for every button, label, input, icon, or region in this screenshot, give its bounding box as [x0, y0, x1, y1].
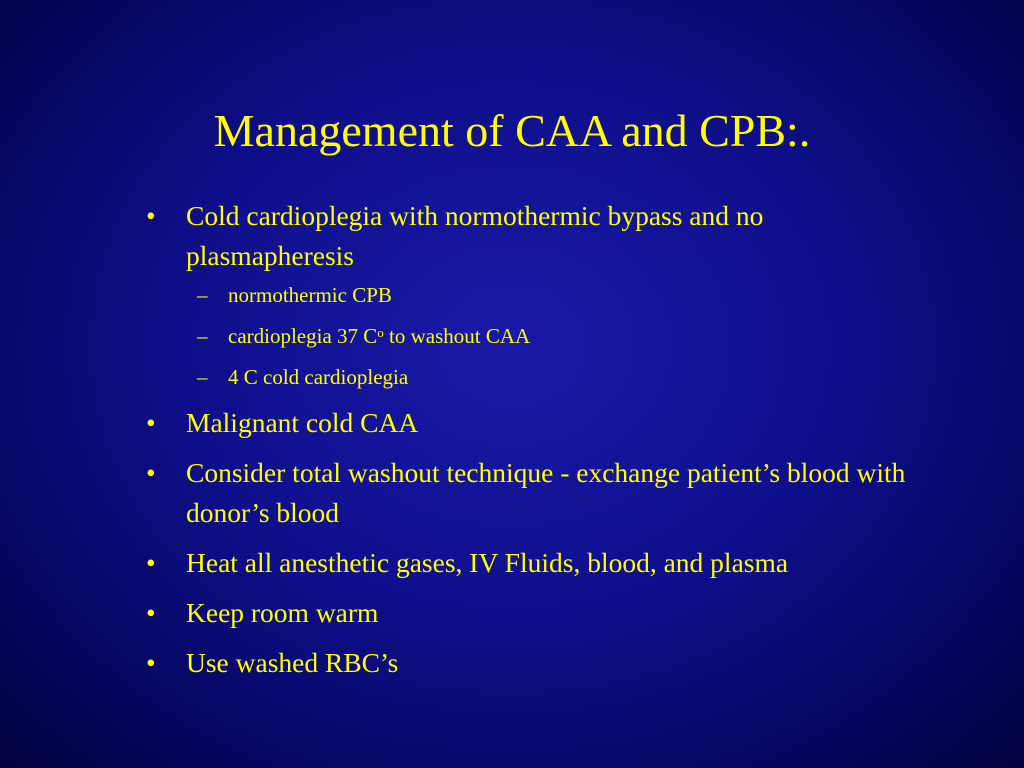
list-item: [144, 593, 934, 633]
slide-title: Management of CAA and CPB:.: [213, 105, 811, 156]
list-item-text: Use washed RBC’s: [186, 647, 399, 678]
bullet-list: [144, 196, 934, 693]
dash-icon: –: [197, 283, 208, 307]
list-item: [144, 196, 934, 392]
list-item-text: Keep room warm: [186, 597, 379, 628]
list-item: [144, 643, 934, 683]
sub-list-item-text: cardioplegia 37 C: [228, 324, 378, 348]
list-item-text: Heat all anesthetic gases, IV Fluids, blood, and plasma: [186, 547, 789, 578]
bullet-icon: •: [146, 200, 156, 231]
list-item-text: Malignant cold CAA: [186, 407, 419, 438]
list-item: [144, 543, 934, 583]
sub-list-item: [183, 321, 934, 351]
bullet-icon: •: [146, 407, 156, 438]
sub-list-item: [183, 362, 934, 392]
sub-list-item-text-tail: to washout CAA: [383, 324, 531, 348]
list-item-text: Consider total washout technique - exchange patient’s blood with donor’s blood: [186, 457, 906, 528]
sub-list-item-text: normothermic CPB: [228, 283, 392, 307]
list-item-text: Cold cardioplegia with normothermic bypass and no plasmapheresis: [186, 200, 764, 271]
bullet-icon: •: [146, 457, 156, 488]
bullet-icon: •: [146, 647, 156, 678]
sub-list-item: [183, 280, 934, 310]
bullet-icon: •: [146, 547, 156, 578]
dash-icon: –: [197, 365, 208, 389]
list-item: [144, 453, 934, 533]
list-item: [144, 403, 934, 443]
dash-icon: –: [197, 324, 208, 348]
sub-list: [186, 280, 934, 392]
degree-superscript: o: [377, 325, 384, 340]
sub-list-item-text: 4 C cold cardioplegia: [228, 365, 409, 389]
bullet-icon: •: [146, 597, 156, 628]
